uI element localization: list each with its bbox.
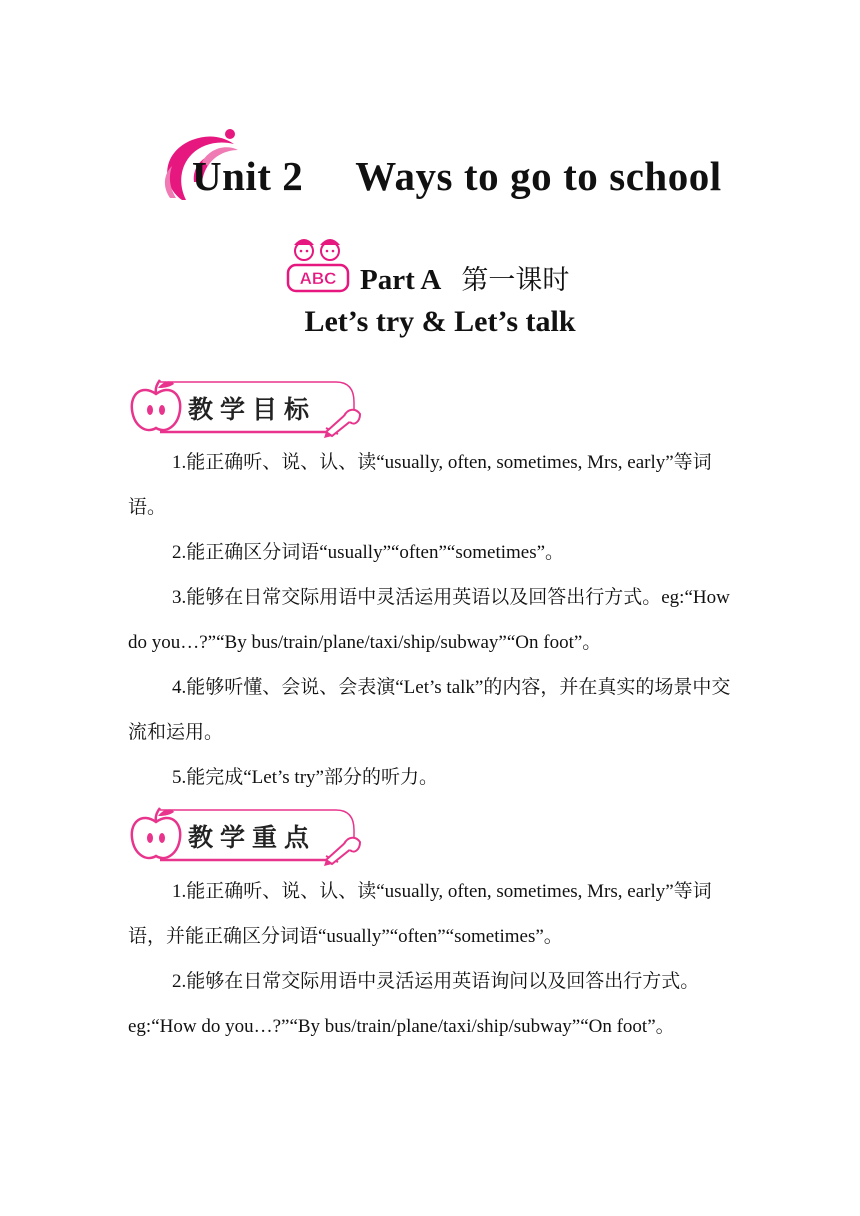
section-title: 教学目标 (188, 395, 317, 424)
keypoint-item: 1.能正确听、说、认、读“usually, often, sometimes, Mrs, early”等词语，并能正确区分词语“usually”“often”“sometimes”。 (128, 881, 712, 947)
apple-icon (128, 378, 184, 436)
lesson-subtitle: Let’s try & Let’s talk (304, 305, 576, 338)
objective-item: 2.能正确区分词语“usually”“often”“sometimes”。 (172, 542, 565, 563)
part-label: Part A (360, 264, 442, 296)
pencil-hand-icon (322, 402, 362, 438)
unit-title-word: to (563, 153, 599, 199)
objective-item: 3.能够在日常交际用语中灵活运用英语以及回答出行方式。eg:“How do you…?”“By bus/train/plane/taxi/ship/subway”“On foot”。 (128, 587, 730, 653)
objective-item: 1.能正确听、说、认、读“usually, often, sometimes, Mrs, early”等词语。 (128, 452, 712, 518)
unit-label: Unit 2 (192, 153, 304, 199)
abc-badge-text: ABC (299, 269, 337, 288)
lesson-label: 第一课时 (461, 265, 570, 296)
objective-item: 4.能够听懂、会说、会表演“Let’s talk”的内容，并在真实的场景中交流和运用。 (128, 677, 731, 743)
unit-title-word: to (463, 153, 500, 199)
section-header-keypoints (126, 804, 362, 868)
unit-title (192, 152, 722, 200)
abc-kids-icon (284, 235, 354, 297)
part-heading (360, 258, 569, 297)
keypoint-item: 2.能够在日常交际用语中灵活运用英语询问以及回答出行方式。eg:“How do you…?”“By bus/train/plane/taxi/ship/subway”“On foot”。 (128, 971, 700, 1037)
unit-title-word: Ways (355, 153, 453, 199)
objective-item: 5.能完成“Let’s try”部分的听力。 (172, 767, 438, 788)
unit-title-word: school (609, 153, 722, 199)
apple-icon (128, 806, 184, 864)
unit-title-word: go (510, 153, 553, 199)
section-title: 教学重点 (188, 823, 317, 852)
pencil-hand-icon (322, 830, 362, 866)
section-header-objectives (126, 376, 362, 440)
